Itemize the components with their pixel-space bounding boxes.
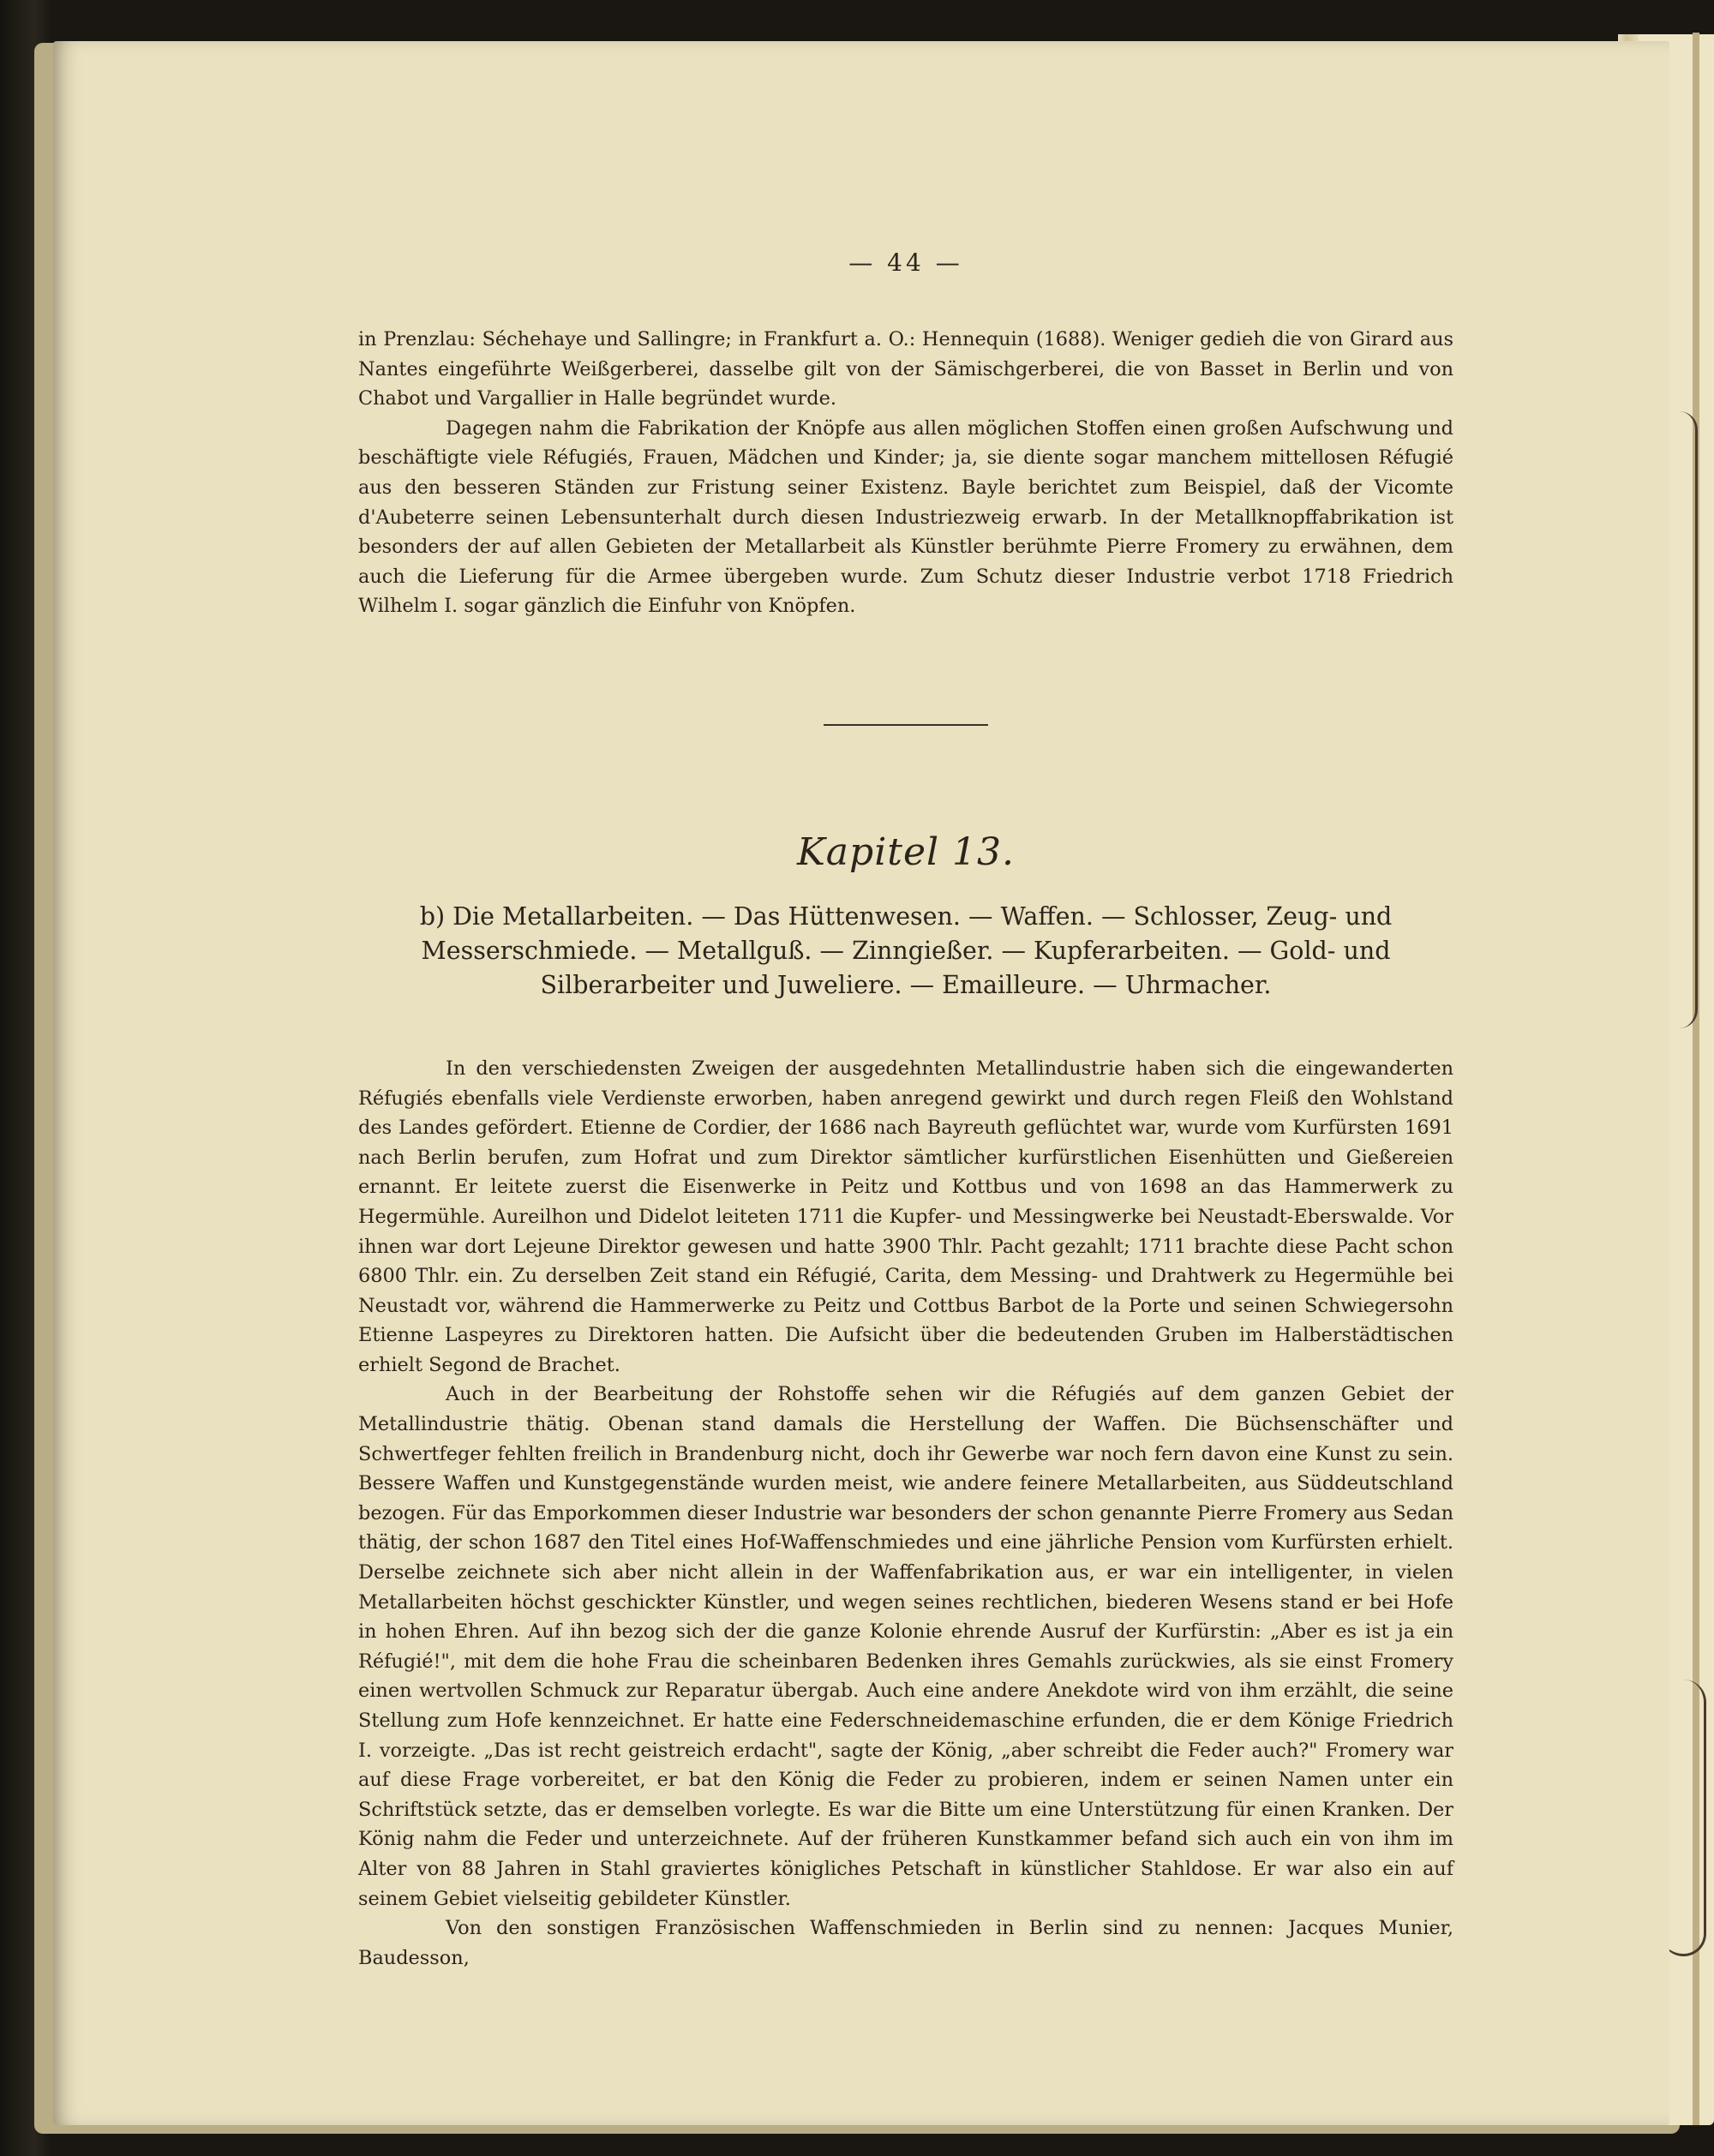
paragraph-chapter-1: In den verschiedensten Zweigen der ausgedehnten Metallindustrie haben sich die eingewanderten Réfugiés ebenfalls viele Verdienste erworben, haben anregend gewirkt und durch regen Fleiß den Wohlstand des Landes gefördert. Etienne de Cordier, der 1686 nach Bayreuth geflüchtet war, wurde vom Kurfürsten 1691 nach Berlin berufen, zum Hofrat und zum Direktor sämtlicher kurfürstlichen Eisenhütten und Gießereien ernannt. Er leitete zuerst die Eisenwerke in Peitz und Kottbus und von 1698 an das Hammerwerk zu Hegermühle. Aureilhon und Didelot leiteten 1711 die Kupfer- und Messingwerke bei Neustadt-Eberswalde. Vor ihnen war dort Lejeune Direktor gewesen und hatte 3900 Thlr. Pacht gezahlt; 1711 brachte diese Pacht schon 6800 Thlr. ein. Zu derselben Zeit stand ein Réfugié, Carita, dem Messing- und Drahtwerk zu Hegermühle bei Neustadt vor, während die Hammerwerke zu Peitz und Cottbus Barbot de la Porte und seinen Schwiegersohn Etienne Laspeyres zu Direktoren hatten. Die Aufsicht über die bedeutenden Gruben im Halberstädtischen erhielt Segond de Brachet. bbox=[358, 1057, 1453, 1376]
paragraph-top-2: Dagegen nahm die Fabrikation der Knöpfe aus allen möglichen Stoffen einen großen Aufschwung und beschäftigte viele Réfugiés, Frauen, Mädchen und Kinder; ja, sie diente sogar manchem mittellosen Réfugié aus den besseren Ständen zur Fristung seiner Existenz. Bayle berichtet zum Beispiel, daß der Vicomte d'Aubeterre seinen Lebensunterhalt durch diesen Industriezweig erwarb. In der Metallknopffabrikation ist besonders der auf allen Gebieten der Metallarbeit als Künstler berühmte Pierre Fromery zu erwähnen, dem auch die Lieferung für die Armee übergeben wurde. Zum Schutz dieser Industrie verbot 1718 Friedrich Wilhelm I. sogar gänzlich die Einfuhr von Knöpfen. bbox=[358, 416, 1453, 618]
paragraph-chapter-3: Von den sonstigen Französischen Waffenschmieden in Berlin sind zu nennen: Jacques Munier, Baudesson, bbox=[358, 1917, 1453, 1969]
chapter-title: Kapitel 13. bbox=[796, 829, 1016, 874]
page-content bbox=[358, 249, 1453, 1973]
section-divider bbox=[824, 724, 988, 726]
page-number: — 44 — bbox=[848, 249, 963, 277]
paragraph-top-1: in Prenzlau: Séchehaye und Sallingre; in Frankfurt a. O.: Hennequin (1688). Weniger gedieh die von Girard aus Nantes eingeführte Weißgerberei, dasselbe gilt von der Sämischgerberei, die von Basset in Berlin und von Chabot und Vargallier in Halle begründet wurde. bbox=[358, 328, 1453, 410]
paragraph-chapter-2: Auch in der Bearbeitung der Rohstoffe sehen wir die Réfugiés auf dem ganzen Gebiet der Metallindustrie thätig. Obenan stand damals die Herstellung der Waffen. Die Büchsenschäfter und Schwertfeger fehlten freilich in Brandenburg nicht, doch ihr Gewerbe war noch fern davon eine Kunst zu sein. Bessere Waffen und Kunstgegenstände wurden meist, wie andere feinere Metallarbeiten, aus Süddeutschland bezogen. Für das Emporkommen dieser Industrie war besonders der schon genannte Pierre Fromery aus Sedan thätig, der schon 1687 den Titel eines Hof-Waffenschmiedes und eine jährliche Pension vom Kurfürsten erhielt. Derselbe zeichnete sich aber nicht allein in der Waffenfabrikation aus, er war ein intelligenter, in vielen Metallarbeiten höchst geschickter Künstler, und wegen seines rechtlichen, biederen Wesens stand er bei Hofe in hohen Ehren. Auf ihn bezog sich der die ganze Kolonie ehrende Ausruf der Kurfürstin: „Aber es ist ja ein Réfugié!", mit dem die hohe Frau die scheinbaren Bedenken ihres Gemahls zurückwies, als sie einst Fromery einen wertvollen Schmuck zur Reparatur übergab. Auch eine andere Anekdote wird von ihm erzählt, die seine Stellung zum Hofe kennzeichnet. Er hatte eine Federschneidemaschine erfunden, die er dem Könige Friedrich I. vorzeigte. „Das ist recht geistreich erdacht", sagte der König, „aber schreibt die Feder auch?" Fromery war auf diese Frage vorbereitet, er bat den König die Feder zu probieren, indem er seinen Namen unter ein Schriftstück setzte, das er demselben vorlegte. Es war die Bitte um eine Unterstützung für einen Kranken. Der König nahm die Feder und unterzeichnete. Auf der früheren Kunstkammer befand sich auch ein von ihm im Alter von 88 Jahren in Stahl graviertes königliches Petschaft in künstlicher Stahldose. Er war also ein auf seinem Gebiet vielseitig gebildeter Künstler. bbox=[358, 1383, 1453, 1910]
chapter-subtitle: b) Die Metallarbeiten. — Das Hüttenwesen. — Waffen. — Schlosser, Zeug- und Messerschmiede. — Metallguß. — Zinngießer. — Kupferarbeiten. — Gold- und Silberarbeiter und Juweliere. — Emailleure. — Uhrmacher. bbox=[419, 901, 1393, 999]
